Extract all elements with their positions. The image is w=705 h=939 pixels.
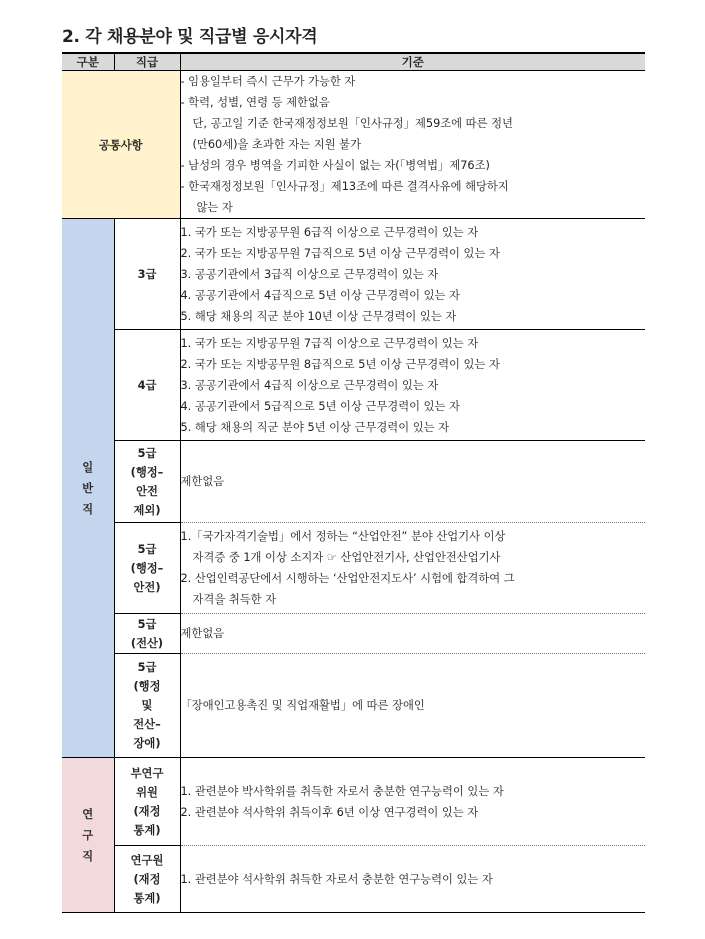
criteria-line: 1.「국가자격기술법」에서 정하는 “산업안전” 분야 산업기사 이상 [180, 530, 506, 543]
general-row-5-safety [62, 523, 645, 614]
criteria-line: - 학력, 성별, 연령 등 제한없음 [180, 96, 330, 109]
header-criteria: 기준 [180, 53, 645, 71]
grade-label: 5급 (행정 및 전산– 장애) [133, 661, 161, 750]
grade-label: 5급 (전산) [130, 617, 164, 650]
criteria-line: 않는 자 [196, 201, 233, 214]
common-row [62, 71, 645, 219]
grade-label: 연구원 (재정 통계) [130, 853, 164, 905]
page-title: 2. 각 채용분야 및 직급별 응시자격 [62, 27, 318, 47]
research-row-researcher [62, 846, 645, 913]
criteria-line: 2. 국가 또는 지방공무원 7급직으로 5년 이상 근무경력이 있는 자 [180, 246, 500, 260]
criteria-cell [180, 330, 645, 441]
header-grade: 직급 [114, 53, 180, 71]
grade-cell [114, 846, 180, 913]
criteria-line: 2. 관련분야 석사학위 취득이후 6년 이상 연구경력이 있는 자 [180, 805, 479, 819]
criteria-line: 자격증 중 1개 이상 소지자 ☞ 산업안전기사, 산업안전산업기사 [192, 551, 501, 564]
criteria-cell [180, 654, 645, 758]
criteria-line: 자격을 취득한 자 [192, 593, 277, 606]
criteria-line: 4. 공공기관에서 5급직으로 5년 이상 근무경력이 있는 자 [180, 399, 460, 413]
general-category-label [62, 219, 114, 758]
criteria-line: 5. 해당 채용의 직군 분야 5년 이상 근무경력이 있는 자 [180, 420, 450, 434]
criteria-cell [180, 219, 645, 330]
qualification-table [62, 52, 645, 913]
criteria-line: 5. 해당 채용의 직군 분야 10년 이상 근무경력이 있는 자 [180, 309, 457, 323]
general-row-4 [62, 330, 645, 441]
grade-cell [114, 523, 180, 614]
header-category: 구분 [62, 53, 114, 71]
criteria-cell [180, 441, 645, 523]
grade-cell [114, 654, 180, 758]
general-row-5-it [62, 614, 645, 654]
criteria-cell [180, 758, 645, 846]
research-row-associate [62, 758, 645, 846]
criteria-cell [180, 523, 645, 614]
criteria-line: - 임용일부터 즉시 근무가 가능한 자 [180, 75, 356, 88]
criteria-line: 1. 관련분야 석사학위 취득한 자로서 충분한 연구능력이 있는 자 [180, 872, 493, 886]
grade-cell [114, 614, 180, 654]
criteria-line: 3. 공공기관에서 4급직 이상으로 근무경력이 있는 자 [180, 378, 439, 392]
grade-label: 5급 (행정– 안전 제외) [130, 446, 164, 517]
grade-cell [114, 441, 180, 523]
criteria-line: 2. 국가 또는 지방공무원 8급직으로 5년 이상 근무경력이 있는 자 [180, 357, 500, 371]
grade-cell [114, 330, 180, 441]
grade-label: 3급 [137, 267, 157, 281]
criteria-cell [180, 846, 645, 913]
research-label: 연 구 직 [82, 807, 94, 863]
common-criteria [180, 71, 645, 219]
general-row-5-disabled [62, 654, 645, 758]
general-label: 일 반 직 [82, 460, 94, 516]
criteria-line: 1. 관련분야 박사학위를 취득한 자로서 충분한 연구능력이 있는 자 [180, 784, 504, 798]
criteria-cell [180, 614, 645, 654]
header-row [62, 53, 645, 71]
criteria-line: - 남성의 경우 병역을 기피한 사실이 없는 자(「병역법」제76조) [180, 159, 490, 172]
general-row-5-admin [62, 441, 645, 523]
grade-label: 부연구 위원 (재정 통계) [130, 766, 164, 837]
grade-label: 4급 [137, 378, 157, 392]
criteria-line: 1. 국가 또는 지방공무원 7급직 이상으로 근무경력이 있는 자 [180, 336, 479, 350]
research-category-label [62, 758, 114, 913]
criteria-line: - 한국재정정보원「인사규정」제13조에 따른 결격사유에 해당하지 [180, 180, 509, 193]
criteria-line: 2. 산업인력공단에서 시행하는 ‘산업안전지도사’ 시험에 합격하여 그 [180, 572, 515, 585]
criteria-line: 4. 공공기관에서 4급직으로 5년 이상 근무경력이 있는 자 [180, 288, 460, 302]
criteria-line: 3. 공공기관에서 3급직 이상으로 근무경력이 있는 자 [180, 267, 439, 281]
criteria-line: 단, 공고일 기준 한국재정정보원「인사규정」제59조에 따른 정년 [192, 117, 513, 130]
grade-cell [114, 758, 180, 846]
grade-cell [114, 219, 180, 330]
common-label: 공통사항 [62, 71, 180, 219]
criteria-line: 1. 국가 또는 지방공무원 6급직 이상으로 근무경력이 있는 자 [180, 225, 479, 239]
criteria-line: (만60세)을 초과한 자는 지원 불가 [192, 138, 362, 151]
criteria-line: 제한없음 [180, 475, 225, 488]
general-row-3 [62, 219, 645, 330]
criteria-line: 제한없음 [180, 627, 225, 640]
grade-label: 5급 (행정– 안전) [130, 542, 164, 594]
criteria-line: 「장애인고용촉진 및 직업재활법」에 따른 장애인 [180, 699, 425, 712]
